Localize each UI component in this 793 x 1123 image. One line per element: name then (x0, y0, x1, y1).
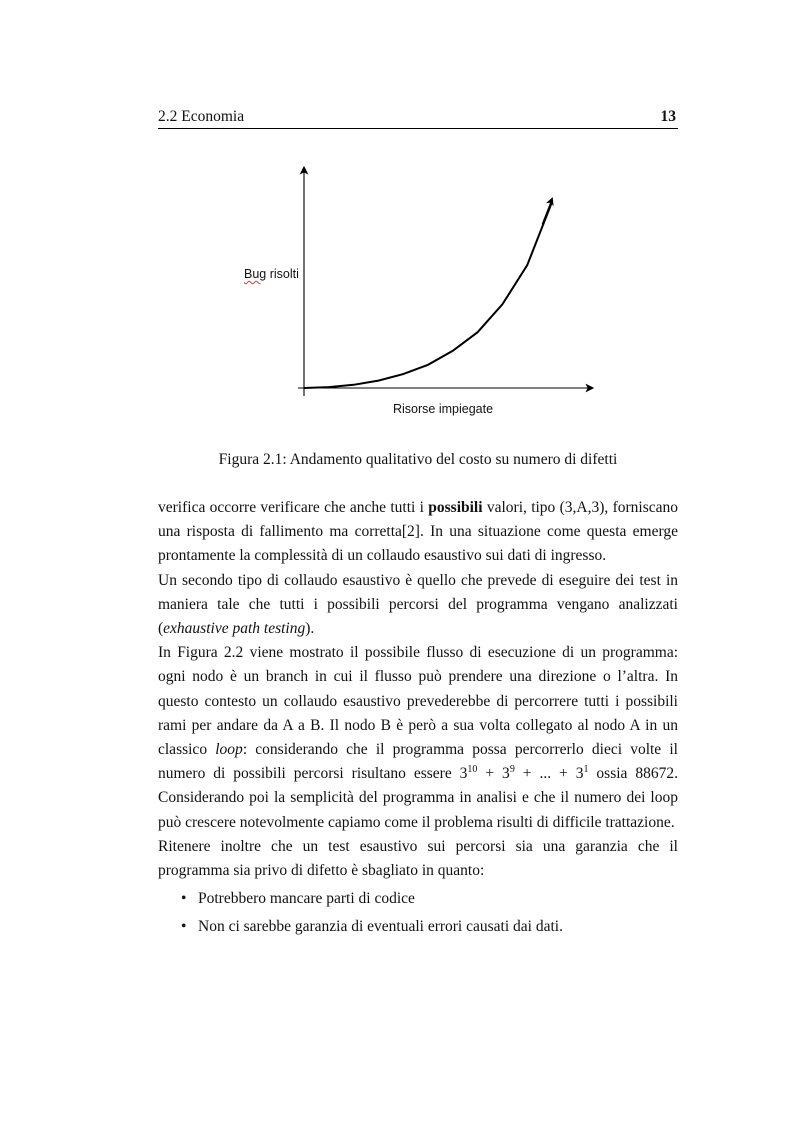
series-line (304, 202, 552, 388)
bullet-icon: • (181, 890, 187, 908)
paragraph-1-text-b: valori, tipo (3,A,3), forniscano una risposta di fallimento ma corretta[2]. In una situazione come questa emerge prontamente la complessità di un collaudo esaustivo sui dati di ingresso. (158, 499, 678, 565)
paragraph-3-text-a: In Figura 2.2 viene mostrato il possibile flusso di esecuzione di un programma: ogni nodo è un branch in cui il flusso può prendere una direzione o l’altra. In questo contesto un collaudo esaustivo prevederebbe di percorrere tutti i possibili rami per andare da A a B. Il nodo B è però a sua volta collegato al nodo A in un classico (158, 644, 678, 759)
bullet-icon: • (181, 918, 187, 936)
figure-caption: Figura 2.1: Andamento qualitativo del costo su numero di difetti (218, 451, 618, 468)
paragraph-3-text-b: : considerando che il programma possa percorrerlo dieci volte il numero di possibili percorsi risultano essere 3 (158, 741, 678, 783)
header-rule (158, 128, 678, 129)
paragraph-3 (158, 641, 678, 835)
y-axis-label-rest: risolti (266, 267, 299, 281)
paragraph-1 (158, 496, 678, 569)
paragraph-3-text-c: + 3 (477, 765, 510, 783)
exponent-1: 1 (583, 764, 589, 776)
paragraph-2 (158, 569, 678, 642)
y-axis-label-word: Bug (244, 267, 267, 281)
chart-svg (230, 160, 610, 410)
bold-term: possibili (428, 499, 483, 516)
list-item-text: Non ci sarebbe garanzia di eventuali errori causati dai dati. (198, 918, 563, 936)
exponent-10: 10 (467, 764, 478, 776)
exponent-9: 9 (509, 764, 515, 776)
running-header (158, 108, 678, 128)
bullet-list (158, 887, 678, 939)
paragraph-2-text-a: Un secondo tipo di collaudo esaustivo è quello che prevede di eseguire dei test in maniera tale che tutti i possibili percorsi del programma vengano analizzati ( (158, 571, 678, 638)
list-item (158, 887, 678, 911)
series-arrow (542, 199, 552, 224)
figure-2-1 (230, 160, 610, 430)
list-item (158, 915, 678, 939)
x-axis-label: Risorse impiegate (393, 402, 494, 416)
paragraph-3-text-d: + ... + 3 (514, 765, 584, 783)
page-number: 13 (660, 108, 676, 125)
italic-term: exhaustive path testing (163, 620, 306, 638)
body-text (158, 496, 678, 944)
y-axis-label (244, 267, 299, 281)
section-title: 2.2 Economia (158, 108, 245, 125)
list-item-text: Potrebbero mancare parti di codice (198, 890, 415, 908)
paragraph-3-text-e: ossia 88672. Considerando poi la semplicità del programma in analisi e che il numero dei loop può crescere notevolmente capiamo come il problema risulti di difficile trattazione. (158, 765, 678, 831)
paragraph-1-text-a: verifica occorre verificare che anche tutti i (158, 499, 429, 516)
italic-loop: loop (215, 741, 243, 759)
paragraph-4: Ritenere inoltre che un test esaustivo sui percorsi sia una garanzia che il programma sia privo di difetto è sbagliato in quanto: (158, 837, 678, 880)
paragraph-2-text-b: ). (305, 620, 315, 638)
